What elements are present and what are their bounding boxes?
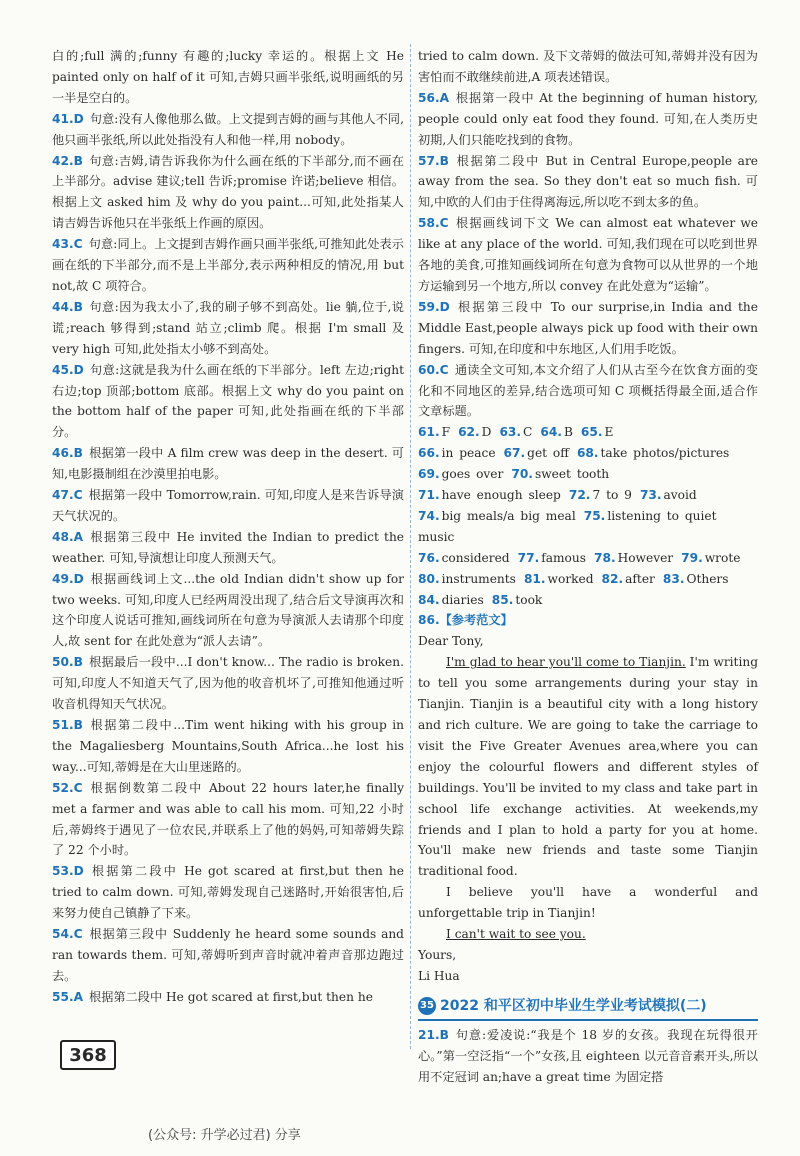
answer-explanation: 句意:爱凌说:“我是个 18 岁的女孩。我现在玩得很开心。”第一空泛指“一个”女孩,且 eighteen 以元音音素开头,所以用不定冠词 an;have a great time 为固定搭 <box>418 1027 758 1084</box>
answer-choice: C <box>73 780 83 795</box>
answer-entry <box>52 987 404 1008</box>
answer-choice: C <box>73 927 83 942</box>
answer-choice: B <box>73 655 83 670</box>
short-answer <box>458 425 491 439</box>
short-answer <box>540 425 573 439</box>
answer-choice: D <box>73 864 84 879</box>
answer-entry <box>52 527 404 569</box>
answer-number: 50. <box>52 655 74 670</box>
short-answer-number: 64. <box>540 425 562 440</box>
short-answer-text: take photos/pictures <box>600 446 730 461</box>
essay-paragraph-1 <box>418 652 758 882</box>
answer-number: 53. <box>52 864 74 879</box>
answer-continuation: tried to calm down. 及下文蒂姆的做法可知,蒂姆并没有因为害怕而不敢继续前进,A 项表述错误。 <box>418 49 758 84</box>
short-answer-number: 62. <box>458 425 480 440</box>
answer-explanation: 根据第三段中 Suddenly he heard some sounds and ran towards them. 可知,蒂姆听到声音时就冲着声音那边跑过去。 <box>52 927 404 983</box>
answer-number: 49. <box>52 571 74 586</box>
short-answer-text: sweet tooth <box>534 467 610 482</box>
short-answer <box>418 488 561 502</box>
answer-choice: B <box>73 299 83 314</box>
answer-choice: B <box>73 718 83 732</box>
essay-topic-sentence: I'm glad to hear you'll come to Tianjin. <box>446 655 686 670</box>
short-answer <box>602 572 655 586</box>
answer-number: 45. <box>52 362 74 377</box>
short-answer-number: 84. <box>418 592 440 607</box>
answer-explanation: 根据第一段中 At the beginning of human history, people could only eat food they found. 可知,在人类历史初期,人们只能吃找到的食物。 <box>418 90 758 147</box>
answer-number: 58. <box>418 216 440 231</box>
answer-entry <box>418 360 758 423</box>
answer-number: 60. <box>418 362 440 377</box>
answer-number: 46. <box>52 446 74 461</box>
short-answer-number: 72. <box>568 488 591 503</box>
short-answer-text: instruments <box>441 571 516 586</box>
answer-explanation: 句意:这就是我为什么画在纸的下半部分。left 左边;right 右边;top 顶部;bottom 底部。根据上文 why do you paint on the bottom half of the paper 可知,此处指画在纸的下半部分。 <box>52 362 404 440</box>
page-number: 368 <box>60 1040 116 1070</box>
short-answer-number: 70. <box>511 467 533 482</box>
answer-number: 57. <box>418 153 440 168</box>
answer-number: 59. <box>418 299 440 314</box>
reading-answers <box>418 46 758 422</box>
short-answer-text: famous <box>541 550 586 565</box>
short-answer-text: D <box>481 425 492 440</box>
answer-number: 55. <box>52 989 74 1004</box>
section-heading <box>418 995 758 1021</box>
column-divider <box>410 44 411 1049</box>
answer-choice: B <box>439 1027 449 1042</box>
answer-entry <box>52 715 404 778</box>
short-answer-number: 69. <box>418 467 440 482</box>
answer-choice: D <box>73 571 84 586</box>
short-answer-number: 75. <box>583 508 606 523</box>
short-answer <box>594 551 673 565</box>
answer-explanation: 句意:没有人像他那么做。上文提到吉姆的画与其他人不同,他只画半张纸,所以此处指没有人和他一样,用 nobody。 <box>52 111 404 147</box>
short-answer-number: 85. <box>491 592 514 607</box>
short-answer <box>418 551 510 565</box>
short-answer-number: 78. <box>594 550 616 565</box>
short-answer <box>418 467 503 481</box>
short-answer <box>418 509 576 523</box>
short-answer <box>511 467 609 481</box>
short-answer <box>524 572 594 586</box>
short-answer-text: diaries <box>441 592 484 607</box>
answer-number: 54. <box>52 927 74 942</box>
answer-explanation: 根据第三段中 To our surprise,in India and the Middle East,people always pick up food with their own fingers. 可知,在印度和中东地区,人们用手吃饭。 <box>418 299 758 356</box>
answer-explanation: 根据第一段中 A film crew was deep in the desert. 可知,电影摄制组在沙漠里拍电影。 <box>52 446 404 482</box>
answer-choice: C <box>439 362 449 377</box>
short-answer-text: Others <box>686 571 729 586</box>
answer-choice: D <box>73 111 84 126</box>
answer-entry <box>418 213 758 297</box>
answer-explanation: 根据画线词下文 We can almost eat whatever we like at any place of the world. 可知,我们现在可以吃到世界各地的美食,可推知画线词所在句意为食物可以从世界的一个地方运输到另一个地方,所以 convey 在此处意为“运输”。 <box>418 216 758 293</box>
short-answer-text: have enough sleep <box>441 488 561 503</box>
essay-body: I'm writing to tell you some arrangements during your stay in Tianjin. Tianjin is a beautiful city with a long history and rich culture. We are going to take the carriage to visit the Five Greater Avenues area,where you can enjoy the colourful flowers and different styles of buildings. You'll be invited to my class and take part in school life exchange activities. At weekends,my friends and I plan to hold a party for you at home. You'll make new friends and taste some Tianjin traditional food. <box>418 655 758 879</box>
answer-choice: B <box>73 153 83 168</box>
section-badge: 35 <box>418 997 436 1015</box>
answer-explanation: 句意:因为我太小了,我的刷子够不到高处。lie 躺,位于,说谎;reach 够得到;stand 站立;climb 爬。根据 I'm small 及 very high 可知,此处指太小够不到高处。 <box>52 299 404 356</box>
short-answers <box>418 422 758 610</box>
answer-explanation: 句意:吉姆,请告诉我你为什么画在纸的下半部分,而不画在上半部分。advise 建议;tell 告诉;promise 许诺;believe 相信。根据上文 asked him 及 why do you paint...可知,此处指某人请吉姆告诉他只在半张纸上作画的原因。 <box>52 153 404 231</box>
answer-entry <box>52 443 404 485</box>
answer-choice: D <box>73 362 84 377</box>
short-answer-number: 76. <box>418 550 440 565</box>
short-answer-number: 63. <box>499 425 522 440</box>
answer-number: 43. <box>52 237 74 252</box>
answer-choice: C <box>439 216 449 231</box>
short-answer-row <box>418 548 758 569</box>
short-answer-number: 80. <box>418 571 440 586</box>
essay <box>418 610 758 986</box>
answer-explanation: 根据画线词上文...the old Indian didn't show up for two weeks. 可知,印度人已经两周没出现了,结合后文导演再次和这个印度人说话可推知,画线词所在句意为导演派人去请那个印度人,故 sent for 在此处意为“派人去请”。 <box>52 571 404 649</box>
short-answer <box>640 488 697 502</box>
short-answer-text: worked <box>547 571 594 586</box>
answer-entry <box>52 778 404 862</box>
short-answer <box>581 425 614 439</box>
short-answer-text: However <box>617 550 674 565</box>
short-answer-text: big meals/a big meal <box>441 508 576 523</box>
answer-number: 42. <box>52 153 74 168</box>
short-answer-text: B <box>563 425 573 440</box>
answer-choice: A <box>439 90 450 105</box>
short-answer <box>418 425 450 439</box>
answer-entry <box>52 234 404 297</box>
answer-explanation: 根据第二段中...Tim went hiking with his group in the Magaliesberg Mountains,South Africa...he lost his way...可知,蒂姆是在大山里迷路的。 <box>52 718 404 774</box>
short-answer-row <box>418 569 758 590</box>
short-answer-text: in peace <box>441 446 496 461</box>
short-answer <box>518 551 586 565</box>
answer-explanation: 根据最后一段中...I don't know... The radio is broken. 可知,印度人不知道天气了,因为他的收音机坏了,可推知他通过听收音机得知天气状况。 <box>52 655 404 712</box>
answer-number: 44. <box>52 299 74 314</box>
short-answer-text: took <box>515 592 543 607</box>
answer-explanation: 根据倒数第二段中 About 22 hours later,he finally met a farmer and was able to call his mom. 可知,22 小时后,蒂姆终于遇见了一位农民,并联系上了他的妈妈,可知蒂姆失踪了 22 个小时。 <box>52 780 404 858</box>
short-answer-number: 82. <box>601 571 624 586</box>
answer-choice: C <box>73 237 83 252</box>
short-answer-number: 67. <box>503 446 526 461</box>
answer-entry <box>52 109 404 151</box>
short-answer-row <box>418 464 758 485</box>
answer-entry <box>52 151 404 235</box>
answer-entry <box>418 151 758 214</box>
short-answer <box>499 425 532 439</box>
answer-entry <box>52 297 404 360</box>
answer-number: 56. <box>418 90 440 105</box>
answer-number: 52. <box>52 780 74 795</box>
essay-greeting: Dear Tony, <box>418 634 484 649</box>
short-answer-row <box>418 443 758 464</box>
answer-entry <box>52 924 404 987</box>
answer-entry <box>52 861 404 924</box>
short-answer-number: 83. <box>662 571 685 586</box>
answer-entry <box>52 485 404 527</box>
short-answer-number: 61. <box>418 425 440 440</box>
answer-explanation: 句意:同上。上文提到吉姆作画只画半张纸,可推知此处表示画在纸的下半部分,而不是上半部分,表示两种相反的情况,用 but not,故 C 项符合。 <box>52 237 404 293</box>
short-answer-text: avoid <box>663 488 697 503</box>
section-title: 2022 和平区初中毕业生学业考试模拟(二) <box>440 997 707 1014</box>
short-answer-text: 7 to 9 <box>592 488 632 503</box>
short-answer-text: goes over <box>441 467 504 482</box>
short-answer-row <box>418 485 758 506</box>
short-answer-text: E <box>604 425 614 440</box>
short-answer-number: 65. <box>580 425 603 440</box>
essay-closing: Yours, <box>418 947 457 962</box>
short-answer-number: 79. <box>681 550 703 565</box>
short-answer-number: 71. <box>418 488 440 503</box>
answer-choice: A <box>73 529 84 544</box>
answer-explanation: 通读全文可知,本文介绍了人们从古至今在饮食方面的变化和不同地区的差异,结合选项可知 C 项概括得最全面,适合作文章标题。 <box>418 362 758 419</box>
short-answer <box>681 551 740 565</box>
short-answer-text: wrote <box>704 550 741 565</box>
answer-entry <box>52 360 404 444</box>
short-answer-number: 66. <box>418 446 440 461</box>
answer-number: 41. <box>52 111 74 126</box>
left-column <box>52 46 404 1008</box>
answer-number: 47. <box>52 488 74 503</box>
short-answer-text: C <box>523 425 533 440</box>
short-answer <box>492 593 543 607</box>
short-answer-text: after <box>625 571 655 586</box>
short-answer <box>663 572 729 586</box>
short-answer-row <box>418 422 758 443</box>
essay-ending: I can't wait to see you. <box>446 927 586 942</box>
answer-choice: D <box>439 299 450 314</box>
answer-entry <box>418 297 758 360</box>
short-answer-text: considered <box>441 550 510 565</box>
short-answer <box>504 446 569 460</box>
short-answer <box>418 593 484 607</box>
answer-choice: A <box>73 989 84 1004</box>
short-answer-row <box>418 506 758 548</box>
answer-number: 21. <box>418 1027 440 1042</box>
right-column <box>418 46 758 1088</box>
essay-title: 【参考范文】 <box>439 613 513 628</box>
essay-number: 86. <box>418 613 440 628</box>
answer-explanation: 根据第三段中 He invited the Indian to predict the weather. 可知,导演想让印度人预测天气。 <box>52 529 404 565</box>
short-answer-text: get off <box>527 446 569 461</box>
answer-entry <box>418 88 758 151</box>
short-answer-number: 68. <box>576 446 599 461</box>
short-answer-number: 77. <box>517 550 540 565</box>
answer-explanation: 根据第二段中 He got scared at first,but then he tried to calm down. 可知,蒂姆发现自己迷路时,开始很害怕,后来努力使自己镇静了下来。 <box>52 864 404 921</box>
answer-explanation: 根据第二段中 He got scared at first,but then he <box>89 989 373 1004</box>
short-answer-number: 74. <box>418 508 440 523</box>
footer-credit: (公众号: 升学必过君) 分享 <box>148 1128 301 1143</box>
answer-entry <box>52 652 404 715</box>
short-answer-number: 81. <box>523 571 546 586</box>
answer-explanation: 根据第一段中 Tomorrow,rain. 可知,印度人是来告诉导演天气状况的。 <box>52 488 404 523</box>
answer-entry <box>52 569 404 653</box>
answer-entry <box>418 1025 758 1088</box>
answer-continuation: 白的;full 满的;funny 有趣的;lucky 幸运的。根据上文 He painted only on half of it 可知,吉姆只画半张纸,说明画纸的另一半是空白的。 <box>52 49 404 105</box>
answer-explanation: 根据第二段中 But in Central Europe,people are away from the sea. So they don't eat so much fish. 可知,中欧的人们由于住得离海远,所以吃不到太多的鱼。 <box>418 153 758 210</box>
essay-paragraph-3 <box>418 924 758 945</box>
short-answer <box>418 446 496 460</box>
answer-choice: C <box>73 488 83 503</box>
short-answer-number: 73. <box>639 488 662 503</box>
short-answer-text: listening to quiet music <box>418 508 717 544</box>
answer-choice: B <box>73 446 83 461</box>
essay-paragraph-2: I believe you'll have a wonderful and unforgettable trip in Tianjin! <box>418 885 758 921</box>
answer-number: 51. <box>52 718 74 732</box>
short-answer <box>418 572 516 586</box>
short-answer <box>577 446 729 460</box>
short-answer <box>569 488 632 502</box>
answer-choice: B <box>439 153 449 168</box>
short-answer-row <box>418 590 758 611</box>
essay-signature: Li Hua <box>418 968 460 983</box>
short-answer-text: F <box>441 425 451 440</box>
answer-number: 48. <box>52 529 74 544</box>
